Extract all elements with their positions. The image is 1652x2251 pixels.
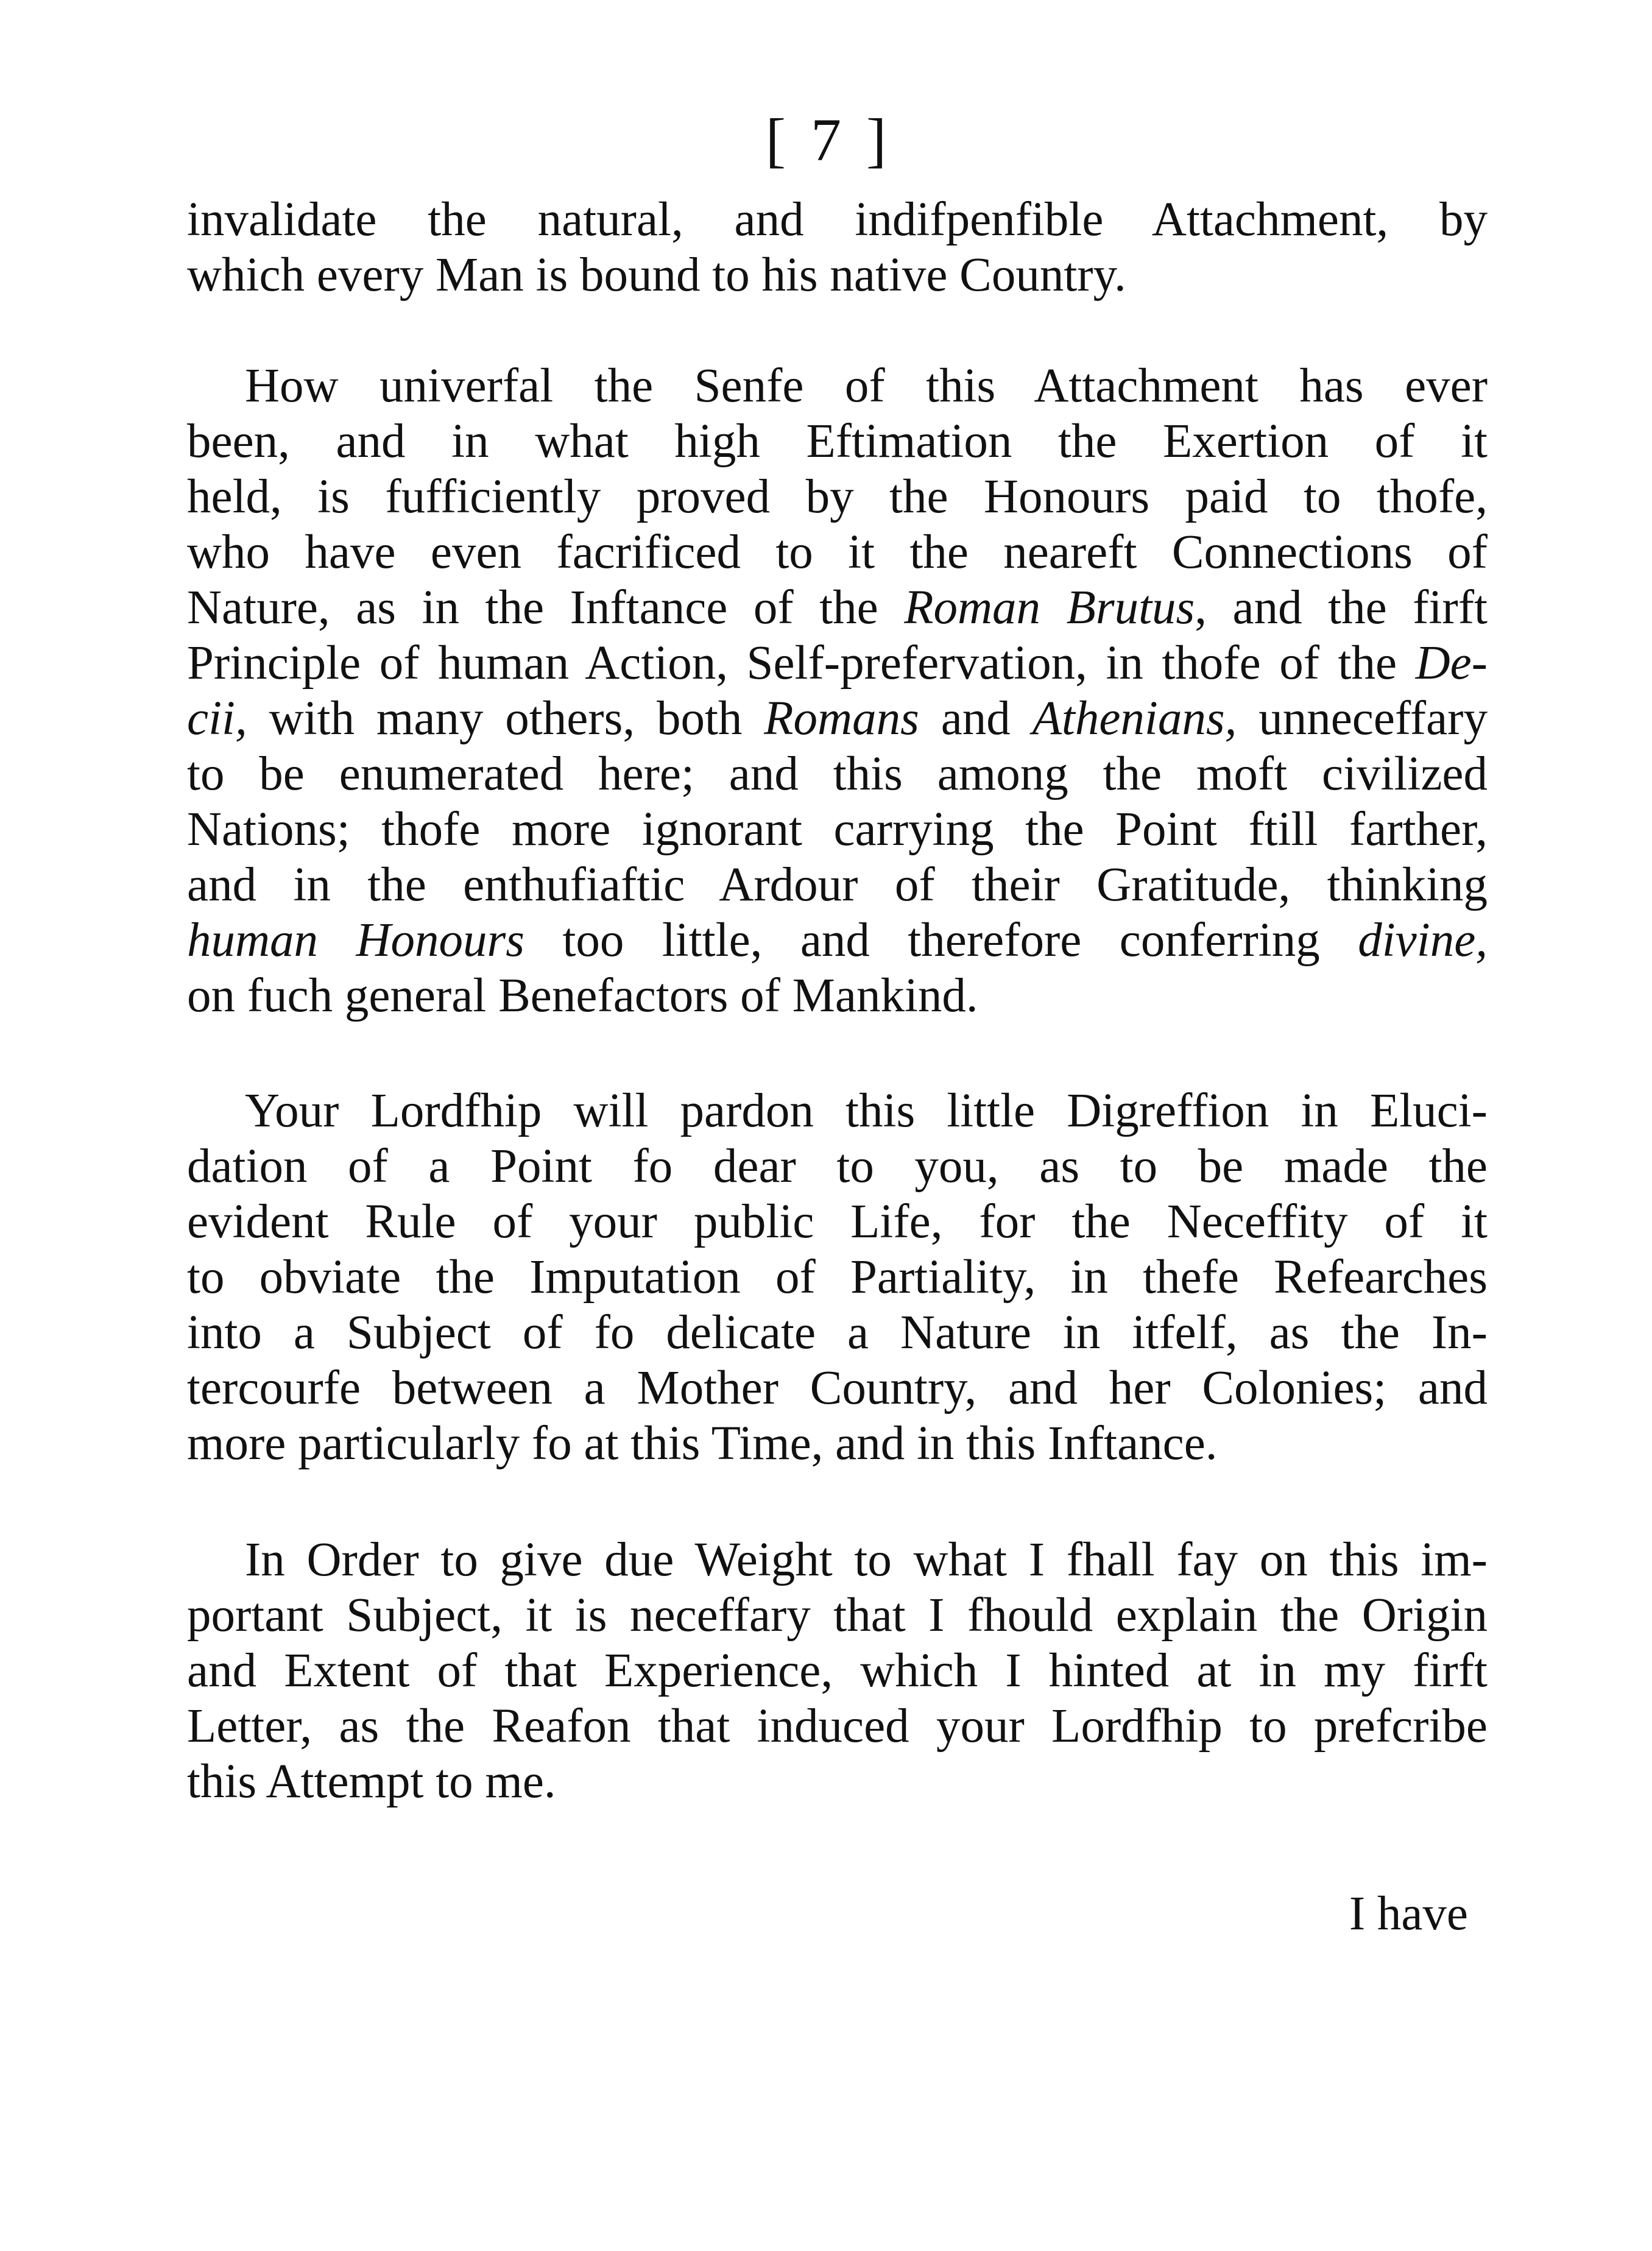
- italic-name: Romans: [764, 692, 919, 745]
- paragraph-line: into a Subject of fo delicate a Nature in itfelf, as the In-: [187, 1306, 1488, 1359]
- paragraph-4: [187, 1532, 1488, 1809]
- text-fragment: Principle of human Action, Self-prefervation, in thofe of the: [187, 637, 1416, 690]
- italic-name: Athenians,: [1032, 692, 1237, 745]
- text-fragment: too little, and therefore conferring: [524, 914, 1358, 967]
- paragraph-line: In Order to give due Weight to what I fhall fay on this im-: [245, 1533, 1488, 1586]
- paragraph-line: more particularly fo at this Time, and in this Inftance.: [187, 1417, 1218, 1470]
- paragraph-line: How univerfal the Senfe of this Attachment has ever: [245, 359, 1488, 412]
- paragraph-line: Letter, as the Reafon that induced your Lordfhip to prefcribe: [187, 1700, 1488, 1753]
- paragraph-line: dation of a Point fo dear to you, as to be made the: [187, 1140, 1488, 1193]
- page-number: [ 7 ]: [765, 106, 892, 174]
- paragraph-line: held, is fufficiently proved by the Honours paid to thofe,: [187, 470, 1488, 523]
- paragraph-line: portant Subject, it is neceffary that I fhould explain the Origin: [187, 1589, 1488, 1642]
- text-fragment: Nature, as in the Inftance of the: [187, 581, 905, 634]
- text-fragment: unneceffary: [1237, 692, 1488, 745]
- italic-word: divine,: [1358, 914, 1488, 967]
- text-fragment: , and the firft: [1195, 581, 1488, 634]
- paragraph-line: on fuch general Benefactors of Mankind.: [187, 969, 978, 1022]
- paragraph-line-mixed: [187, 913, 1488, 968]
- paragraph-line: Your Lordfhip will pardon this little Digreffion in Eluci-: [245, 1084, 1488, 1137]
- italic-phrase: human Honours: [187, 914, 525, 967]
- paragraph-line: been, and in what high Eftimation the Exertion of it: [187, 415, 1488, 468]
- text-fragment: with many others, both: [269, 692, 764, 745]
- paragraph-line: to obviate the Imputation of Partiality, in thefe Refearches: [187, 1251, 1488, 1304]
- paragraph-1: [187, 192, 1488, 303]
- paragraph-line-mixed: [187, 580, 1488, 635]
- italic-name: cii,: [187, 692, 247, 745]
- paragraph-line: and in the enthufiaftic Ardour of their Gratitude, thinking: [187, 858, 1488, 911]
- italic-name: De-: [1415, 637, 1488, 690]
- paragraph-line: Nations; thofe more ignorant carrying the Point ftill farther,: [187, 803, 1488, 856]
- paragraph-line: tercourfe between a Mother Country, and her Colonies; and: [187, 1362, 1488, 1415]
- paragraph-line: who have even facrificed to it the neareft Connections of: [187, 526, 1488, 579]
- paragraph-2: [187, 358, 1488, 1023]
- paragraph-line: which every Man is bound to his native Country.: [187, 249, 1126, 302]
- catchword: I have: [1349, 1887, 1468, 1940]
- text-fragment: and: [919, 692, 1032, 745]
- paragraph-line-mixed: [187, 691, 1488, 746]
- paragraph-3: [187, 1083, 1488, 1471]
- paragraph-line-mixed: [187, 635, 1488, 691]
- italic-name: Roman Brutus: [904, 581, 1195, 634]
- paragraph-line: this Attempt to me.: [187, 1755, 556, 1808]
- paragraph-line: to be enumerated here; and this among the moft civilized: [187, 747, 1488, 800]
- paragraph-line: and Extent of that Experience, which I hinted at in my firft: [187, 1644, 1488, 1697]
- paragraph-line: invalidate the natural, and indifpenfible Attachment, by: [187, 193, 1488, 246]
- paragraph-line: evident Rule of your public Life, for the Neceffity of it: [187, 1195, 1488, 1248]
